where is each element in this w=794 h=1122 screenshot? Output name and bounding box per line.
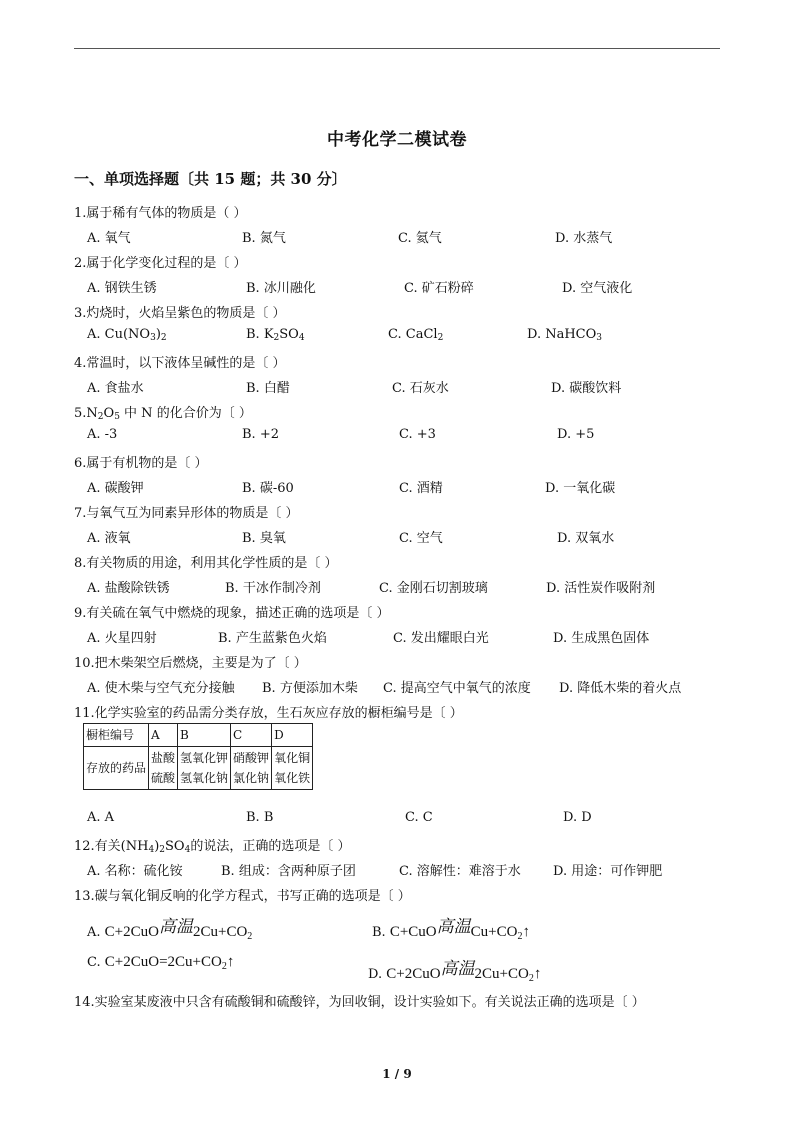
question-3-option-d[interactable]: D. NaHCO$_3$: [527, 327, 603, 343]
question-12-stem: 12.有关$(NH_4)_2SO_4$的说法，正确的选项是〔 ）: [74, 839, 351, 855]
question-7-option-a[interactable]: A. 液氧: [87, 531, 131, 546]
question-11-option-c[interactable]: C. C: [405, 810, 433, 825]
question-6-stem: 6.属于有机物的是〔 ）: [74, 456, 208, 471]
question-2-option-d[interactable]: D. 空气液化: [562, 281, 633, 296]
table-header-cell: B: [178, 724, 231, 747]
question-11-option-b[interactable]: B. B: [246, 810, 274, 825]
table-header-cell: C: [231, 724, 272, 747]
question-2-stem: 2.属于化学变化过程的是〔 ）: [74, 256, 247, 271]
table-row: [84, 747, 313, 790]
question-6-option-d[interactable]: D. 一氧化碳: [545, 481, 616, 496]
question-10-option-a[interactable]: A. 使木柴与空气充分接触: [87, 681, 235, 696]
page-number: 1 / 9: [382, 1067, 412, 1081]
question-7-option-b[interactable]: B. 臭氧: [242, 531, 286, 546]
table-cell: 盐酸 硫酸: [149, 747, 178, 790]
question-6-option-c[interactable]: C. 酒精: [399, 481, 443, 496]
section-heading: 一、单项选择题〔共 15 题；共 30 分〕: [74, 170, 347, 188]
question-9-option-c[interactable]: C. 发出耀眼白光: [393, 631, 489, 646]
question-5-option-b[interactable]: B. +2: [242, 427, 279, 442]
question-13-option-d[interactable]: D. C+2CuO高温$2Cu+CO_2↑$: [368, 959, 542, 984]
question-7-stem: 7.与氧气互为同素异形体的物质是〔 ）: [74, 506, 299, 521]
question-11-option-a[interactable]: A. A: [87, 810, 115, 825]
question-1-option-a[interactable]: A. 氧气: [87, 231, 131, 246]
question-13-option-b[interactable]: B. C+CuO高温$Cu+CO_2↑$: [372, 917, 530, 942]
table-cell: 硝酸钾 氯化钠: [231, 747, 272, 790]
table-header-cell: A: [149, 724, 178, 747]
question-9-option-b[interactable]: B. 产生蓝紫色火焰: [218, 631, 327, 646]
question-2-option-b[interactable]: B. 冰川融化: [246, 281, 316, 296]
question-11-stem: 11.化学实验室的药品需分类存放，生石灰应存放的橱柜编号是〔 ）: [74, 706, 463, 721]
question-9-option-d[interactable]: D. 生成黑色固体: [553, 631, 650, 646]
table-header-cell: D: [272, 724, 313, 747]
question-1-option-c[interactable]: C. 氦气: [398, 231, 442, 246]
question-3-option-a[interactable]: A. $Cu(NO_3)_2$: [87, 327, 167, 343]
question-12-option-d[interactable]: D. 用途：可作钾肥: [553, 864, 663, 879]
question-8-option-d[interactable]: D. 活性炭作吸附剂: [546, 581, 656, 596]
question-12-option-a[interactable]: A. 名称：硫化铵: [87, 864, 183, 879]
question-3-option-b[interactable]: B. $K_2SO_4$: [246, 327, 305, 343]
question-11-option-d[interactable]: D. D: [563, 810, 592, 825]
question-1-option-d[interactable]: D. 水蒸气: [555, 231, 613, 246]
question-10-option-c[interactable]: C. 提高空气中氧气的浓度: [383, 681, 531, 696]
question-1-stem: 1.属于稀有气体的物质是（ ）: [74, 206, 247, 221]
question-12-option-c[interactable]: C. 溶解性：难溶于水: [399, 864, 521, 879]
question-10-stem: 10.把木柴架空后燃烧，主要是为了〔 ）: [74, 656, 307, 671]
question-4-option-a[interactable]: A. 食盐水: [87, 381, 144, 396]
question-7-option-d[interactable]: D. 双氧水: [557, 531, 615, 546]
question-4-option-d[interactable]: D. 碳酸饮料: [551, 381, 622, 396]
question-14-stem: 14.实验室某废液中只含有硫酸铜和硫酸锌，为回收铜，设计实验如下。有关说法正确的选项是〔 ）: [74, 995, 645, 1010]
question-5-option-c[interactable]: C. +3: [399, 427, 436, 442]
question-3-stem: 3.灼烧时，火焰呈紫色的物质是〔 ）: [74, 306, 286, 321]
question-10-option-d[interactable]: D. 降低木柴的着火点: [559, 681, 682, 696]
question-12-option-b[interactable]: B. 组成：含两种原子团: [221, 864, 356, 879]
question-2-option-a[interactable]: A. 钢铁生锈: [87, 281, 157, 296]
question-1-option-b[interactable]: B. 氮气: [242, 231, 286, 246]
question-8-stem: 8.有关物质的用途，利用其化学性质的是〔 ）: [74, 556, 338, 571]
table-header-cell: 橱柜编号: [84, 724, 149, 747]
question-6-option-b[interactable]: B. 碳-60: [242, 481, 294, 496]
question-8-option-b[interactable]: B. 干冰作制冷剂: [225, 581, 321, 596]
question-2-option-c[interactable]: C. 矿石粉碎: [404, 281, 474, 296]
question-9-option-a[interactable]: A. 火星四射: [87, 631, 157, 646]
page-title: 中考化学二模试卷: [327, 130, 467, 150]
question-6-option-a[interactable]: A. 碳酸钾: [87, 481, 144, 496]
table-cell: 氢氧化钾 氢氧化钠: [178, 747, 231, 790]
question-7-option-c[interactable]: C. 空气: [399, 531, 443, 546]
question-8-option-a[interactable]: A. 盐酸除铁锈: [87, 581, 170, 596]
question-8-option-c[interactable]: C. 金刚石切割玻璃: [379, 581, 488, 596]
question-5-option-a[interactable]: A. -3: [87, 427, 118, 442]
question-13-option-c[interactable]: C. $C+2CuO=2Cu+CO_2↑$: [87, 954, 235, 972]
question-4-option-c[interactable]: C. 石灰水: [392, 381, 449, 396]
question-10-option-b[interactable]: B. 方便添加木柴: [262, 681, 358, 696]
header-rule: [74, 48, 720, 49]
table-cell: 存放的药品: [84, 747, 149, 790]
question-9-stem: 9.有关硫在氧气中燃烧的现象，描述正确的选项是〔 ）: [74, 606, 390, 621]
question-4-option-b[interactable]: B. 白醋: [246, 381, 290, 396]
question-5-option-d[interactable]: D. +5: [557, 427, 595, 442]
cabinet-table: [83, 723, 313, 790]
question-13-option-a[interactable]: A. C+2CuO高温$2Cu+CO_2$: [87, 917, 253, 942]
table-cell: 氧化铜 氧化铁: [272, 747, 313, 790]
table-row: [84, 724, 313, 747]
question-5-stem: $5.N_2O_5$ 中 N 的化合价为〔 ）: [74, 406, 252, 422]
question-13-stem: 13.碳与氧化铜反响的化学方程式，书写正确的选项是〔 ）: [74, 889, 411, 904]
question-4-stem: 4.常温时，以下液体呈碱性的是〔 ）: [74, 356, 286, 371]
question-3-option-c[interactable]: C. CaCl$_2$: [388, 327, 444, 343]
